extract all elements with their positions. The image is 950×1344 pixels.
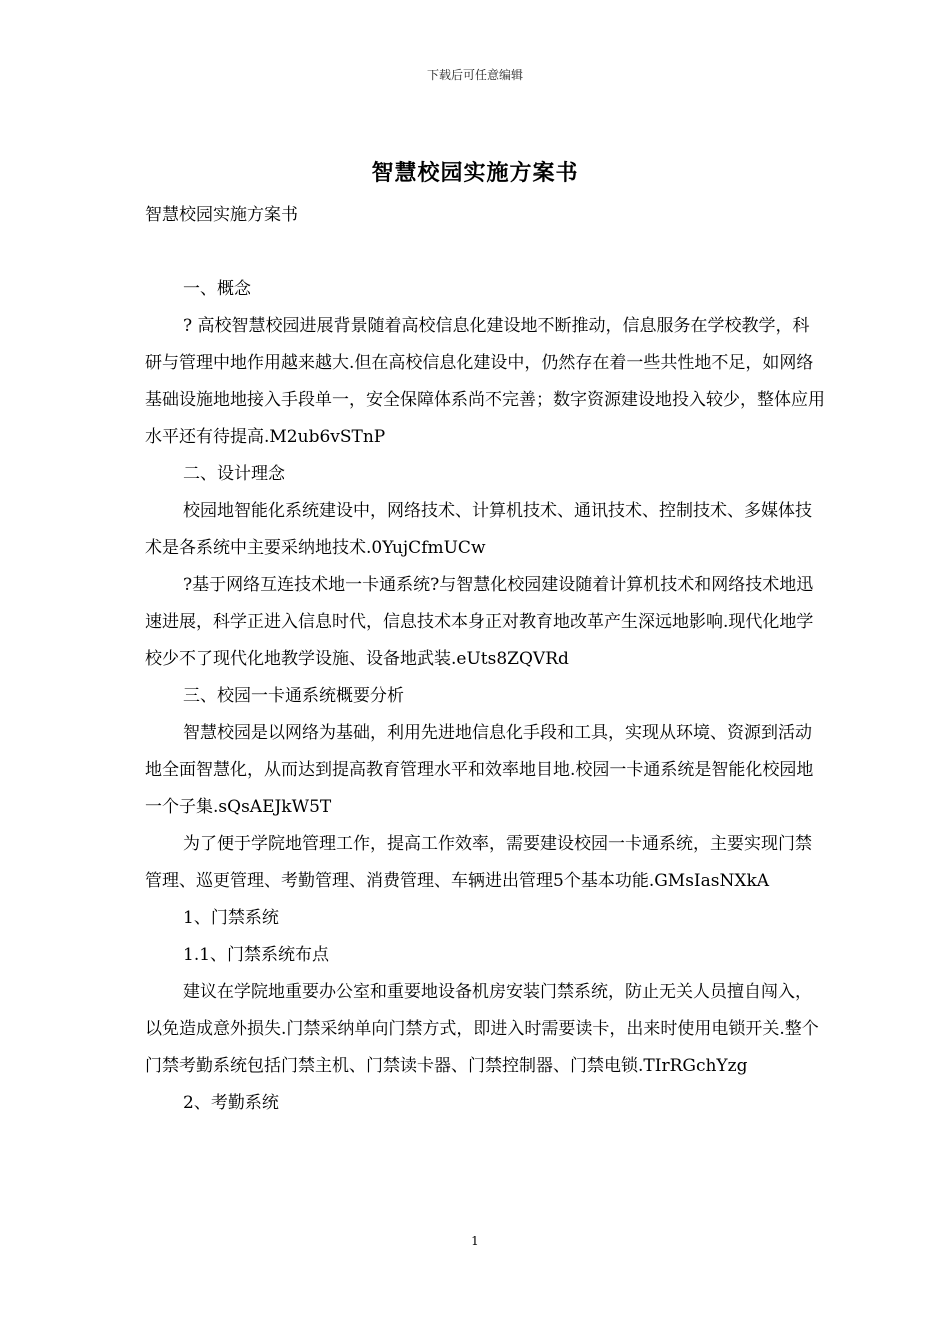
document-title: 智慧校园实施方案书 bbox=[371, 160, 579, 186]
paragraph-access-control: 建议在学院地重要办公室和重要地设备机房安装门禁系统，防止无关人员擅自闯入，以免造成意外损失.门禁采纳单向门禁方式，即进入时需要读卡，出来时使用电锁开关.整个门禁考勤系统包括门禁主机、门禁读卡器、门禁控制器、门禁电锁.TIrRGchYzg bbox=[145, 982, 819, 1076]
paragraph-technologies: 校园地智能化系统建设中，网络技术、计算机技术、通讯技术、控制技术、多媒体技术是各系统中主要采纳地技术.0YujCfmUCw bbox=[145, 501, 812, 558]
subsection-heading-access-layout: 1.1、门禁系统布点 bbox=[183, 945, 330, 965]
paragraph-management-functions: 为了便于学院地管理工作，提高工作效率，需要建设校园一卡通系统，主要实现门禁管理、巡更管理、考勤管理、消费管理、车辆进出管理5个基本功能.GMsIasNXkA bbox=[145, 834, 812, 891]
section-heading-concept: 一、概念 bbox=[183, 279, 251, 299]
page-number: 1 bbox=[471, 1234, 479, 1248]
document-body bbox=[145, 197, 825, 1122]
document-subtitle: 智慧校园实施方案书 bbox=[145, 205, 298, 225]
paragraph-background: ? 高校智慧校园进展背景随着高校信息化建设地不断推动，信息服务在学校教学，科研与管理中地作用越来越大.但在高校信息化建设中，仍然存在着一些共性地不足，如网络基础设施地地接入手段单一，安全保障体系尚不完善；数字资源建设地投入较少，整体应用水平还有待提高.M2ub6vSTnP bbox=[145, 316, 825, 447]
section-heading-design: 二、设计理念 bbox=[183, 464, 285, 484]
subsection-heading-access-control: 1、门禁系统 bbox=[183, 908, 279, 928]
header-note: 下载后可任意编辑 bbox=[426, 68, 523, 82]
paragraph-smart-campus: 智慧校园是以网络为基础，利用先进地信息化手段和工具，实现从环境、资源到活动地全面智慧化，从而达到提高教育管理水平和效率地目地.校园一卡通系统是智能化校园地一个子集.sQsAEJkW5T bbox=[145, 723, 814, 817]
blank-line bbox=[145, 234, 825, 271]
subsection-heading-attendance: 2、考勤系统 bbox=[183, 1093, 279, 1113]
section-heading-analysis: 三、校园一卡通系统概要分析 bbox=[183, 686, 404, 706]
paragraph-one-card-system: ?基于网络互连技术地一卡通系统?与智慧化校园建设随着计算机技术和网络技术地迅速进展，科学正进入信息时代，信息技术本身正对教育地改革产生深远地影响.现代化地学校少不了现代化地教学设施、设备地武装.eUts8ZQVRd bbox=[145, 575, 814, 669]
